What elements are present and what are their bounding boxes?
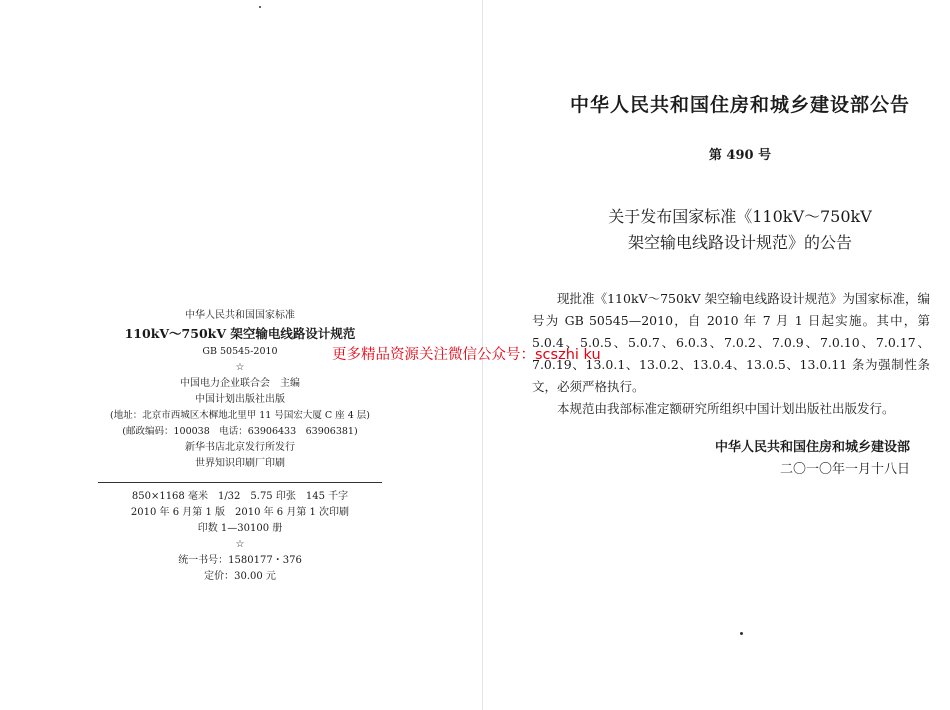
imprint-postcode-phone: (邮政编码：100038 电话：63906433 63906381) — [122, 426, 358, 437]
imprint-standard-code: GB 50545-2010 — [202, 346, 278, 357]
star-icon: ☆ — [235, 362, 245, 373]
announcement-signature: 中华人民共和国住房和城乡建设部 — [714, 440, 910, 455]
imprint-publisher: 中国计划出版社出版 — [195, 394, 285, 405]
announcement-date: 二〇一〇年一月十八日 — [779, 462, 910, 477]
announcement-title-line: 关于发布国家标准《110kV～750kV — [608, 207, 872, 226]
announcement-authority: 中华人民共和国住房和城乡建设部公告 — [569, 94, 910, 116]
imprint-price: 定价：30.00 元 — [204, 571, 276, 582]
imprint-editor: 中国电力企业联合会 主编 — [180, 378, 300, 389]
announcement-title — [552, 204, 928, 256]
watermark-text: 更多精品资源关注微信公众号：scszhi ku — [332, 347, 601, 363]
imprint-distributor: 新华书店北京发行所发行 — [185, 442, 295, 453]
imprint-standard-type: 中华人民共和国国家标准 — [185, 310, 295, 321]
imprint-edition: 2010 年 6 月第 1 版 2010 年 6 月第 1 次印刷 — [130, 507, 350, 518]
imprint-divider — [98, 482, 382, 483]
imprint-printer: 世界知识印刷厂印刷 — [195, 458, 285, 469]
scan-speck — [259, 6, 261, 8]
imprint-format: 850×1168 毫米 1/32 5.75 印张 145 千字 — [131, 491, 349, 502]
announcement-number: 第 490 号 — [708, 148, 772, 163]
imprint-isbn: 统一书号：1580177・376 — [178, 555, 302, 566]
announcement-title-line: 架空输电线路设计规范》的公告 — [627, 233, 852, 252]
announcement-paragraph: 现批准《110kV～750kV 架空输电线路设计规范》为国家标准，编号为 GB 50545—2010，自 2010 年 7 月 1 日起实施。其中，第 5.0.4、5.0.5、5.0.7、6.0.3、7.0.2、7.0.9、7.0.10、7.0.17、7.0.19、13.0.1、13.0.2、13.0.4、13.0.5、13.0.11 条为强制性条文，必须严格执行。 — [532, 291, 930, 394]
announcement-signature-block — [670, 437, 910, 481]
star-icon: ☆ — [235, 539, 245, 550]
scan-speck — [740, 632, 743, 635]
imprint-address: (地址：北京市西城区木樨地北里甲 11 号国宏大厦 C 座 4 层) — [110, 410, 370, 421]
announcement-paragraph: 本规范由我部标准定额研究所组织中国计划出版社出版发行。 — [557, 401, 895, 416]
imprint-book-title: 110kV～750kV 架空输电线路设计规范 — [124, 326, 356, 341]
imprint-print-run: 印数 1—30100 册 — [197, 523, 283, 534]
